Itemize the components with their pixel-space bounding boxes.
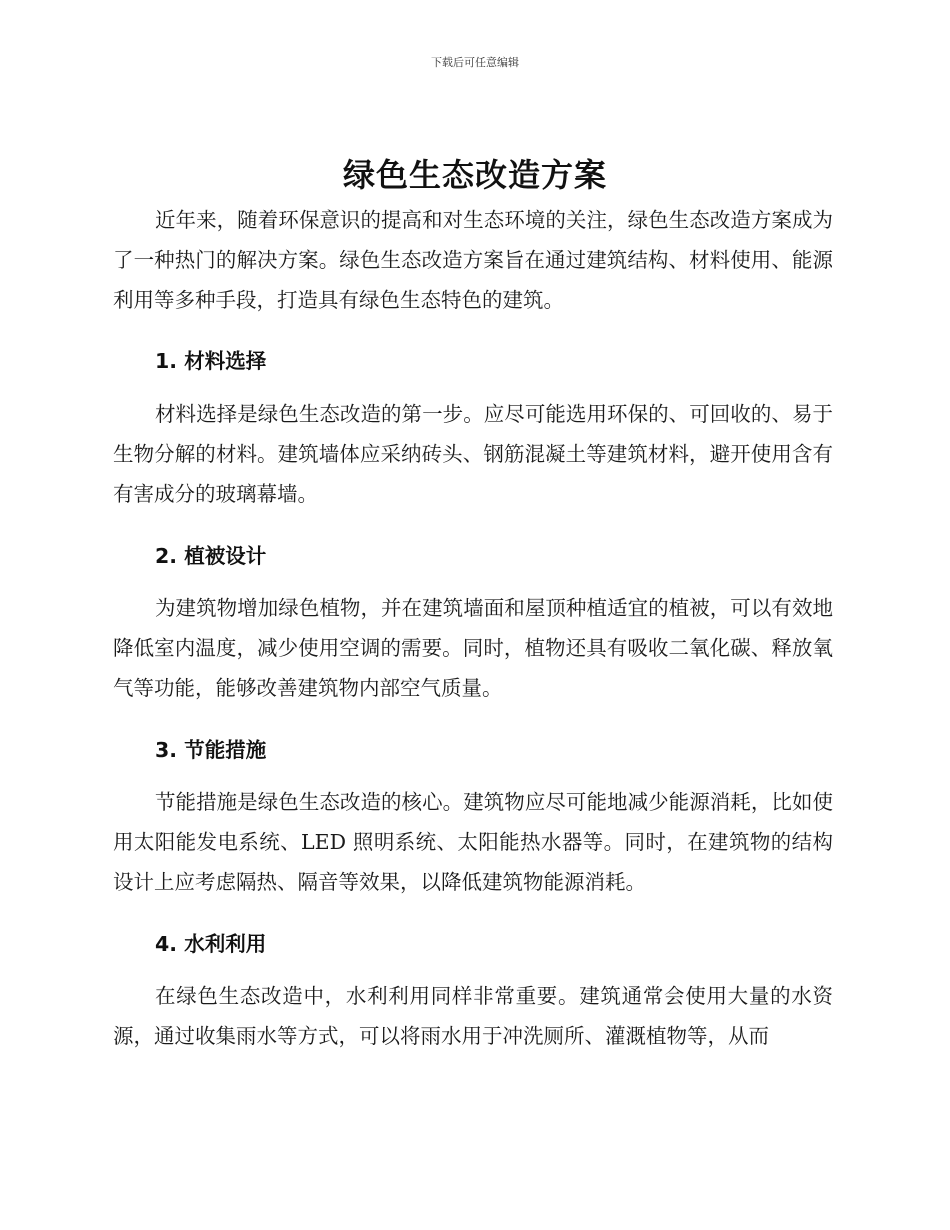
intro-paragraph: 近年来，随着环保意识的提高和对生态环境的关注，绿色生态改造方案成为了一种热门的解决方案。绿色生态改造方案旨在通过建筑结构、材料使用、能源利用等多种手段，打造具有绿色生态特色的建筑。 [113,208,833,312]
page-header: 下载后可任意编辑 [431,56,519,69]
section-paragraph-energy: 节能措施是绿色生态改造的核心。建筑物应尽可能地减少能源消耗，比如使用太阳能发电系统、LED 照明系统、太阳能热水器等。同时，在建筑物的结构设计上应考虑隔热、隔音等效果，以降低建筑物能源消耗。 [113,790,833,894]
section-paragraph-materials: 材料选择是绿色生态改造的第一步。应尽可能选用环保的、可回收的、易于生物分解的材料。建筑墙体应采纳砖头、钢筋混凝土等建筑材料，避开使用含有有害成分的玻璃幕墙。 [113,402,833,506]
document-title: 绿色生态改造方案 [342,156,607,194]
section-paragraph-water: 在绿色生态改造中，水利利用同样非常重要。建筑通常会使用大量的水资源，通过收集雨水等方式，可以将雨水用于冲洗厕所、灌溉植物等，从而 [113,984,833,1048]
section-heading-energy: 3. 节能措施 [155,738,267,762]
section-heading-vegetation: 2. 植被设计 [155,544,267,568]
section-heading-materials: 1. 材料选择 [155,349,267,373]
section-paragraph-vegetation: 为建筑物增加绿色植物，并在建筑墙面和屋顶种植适宜的植被，可以有效地降低室内温度，减少使用空调的需要。同时，植物还具有吸收二氧化碳、释放氧气等功能，能够改善建筑物内部空气质量。 [113,596,833,700]
section-heading-water: 4. 水利利用 [155,932,267,956]
